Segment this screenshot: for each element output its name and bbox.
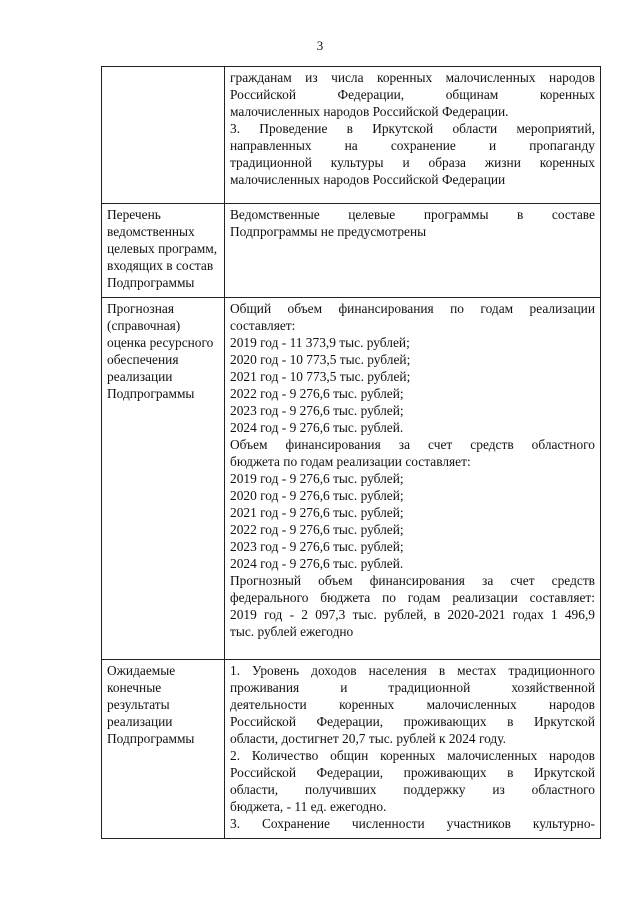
row-label-line: обеспечения xyxy=(107,352,179,367)
row-content-cell xyxy=(225,67,601,204)
row-content-line: Российской Федерации, общинам коренных xyxy=(230,87,595,102)
row-content-line: тыс. рублей ежегодно xyxy=(230,624,354,639)
row-label-line: Перечень xyxy=(107,207,161,222)
row-content-line: 3. Сохранение численности участников культурно- xyxy=(230,816,595,831)
row-content-line: составляет: xyxy=(230,318,296,333)
row-label-cell xyxy=(102,660,225,839)
row-label-cell xyxy=(102,298,225,660)
row-label-line: входящих в состав xyxy=(107,258,214,273)
row-label-cell xyxy=(102,67,225,204)
table-row-resource-estimate xyxy=(102,298,601,660)
row-content-line: 2019 год - 9 276,6 тыс. рублей; xyxy=(230,471,404,486)
row-content-line: бюджета, - 11 ед. ежегодно. xyxy=(230,799,387,814)
row-content-line: деятельности коренных малочисленных народов xyxy=(230,697,595,712)
row-content-line: традиционной культуры и образа жизни коренных xyxy=(230,155,595,170)
row-content-line: 2022 год - 9 276,6 тыс. рублей; xyxy=(230,522,404,537)
row-content-line: 2021 год - 10 773,5 тыс. рублей; xyxy=(230,369,411,384)
table-row-support-continuation xyxy=(102,67,601,204)
row-content-line: 2024 год - 9 276,6 тыс. рублей. xyxy=(230,556,404,571)
page-number: 3 xyxy=(316,38,324,53)
table-row-expected-results xyxy=(102,660,601,839)
row-content-line: 2022 год - 9 276,6 тыс. рублей; xyxy=(230,386,404,401)
row-content-line: Подпрограммы не предусмотрены xyxy=(230,224,427,239)
row-content-line: области, получивших поддержку из областного xyxy=(230,782,595,797)
row-content-line: Российской Федерации, проживающих в Иркутской xyxy=(230,714,595,729)
row-label-line: реализации xyxy=(107,714,173,729)
row-content-line: 2024 год - 9 276,6 тыс. рублей. xyxy=(230,420,404,435)
row-label-line: оценка ресурсного xyxy=(107,335,214,350)
row-label-line: Прогнозная xyxy=(107,301,174,316)
row-content-line: малочисленных народов Российской Федерации. xyxy=(230,104,509,119)
row-label-line: конечные xyxy=(107,680,162,695)
row-content-line: 2. Количество общин коренных малочисленных народов xyxy=(230,748,595,763)
row-content-cell xyxy=(225,204,601,298)
row-content-line: Прогнозный объем финансирования за счет средств xyxy=(230,573,595,588)
row-content-line: области, достигнет 20,7 тыс. рублей к 2024 году. xyxy=(230,731,506,746)
row-content-line: 2023 год - 9 276,6 тыс. рублей; xyxy=(230,403,404,418)
row-label-line: ведомственных xyxy=(107,224,195,239)
row-content-cell xyxy=(225,298,601,660)
subprogram-passport-table xyxy=(101,66,601,839)
row-content-line: 2019 год - 2 097,3 тыс. рублей, в 2020-2021 годах 1 496,9 xyxy=(230,607,595,622)
table-row-departmental-programs xyxy=(102,204,601,298)
row-label-line: целевых программ, xyxy=(107,241,218,256)
row-label-line: Подпрограммы xyxy=(107,386,195,401)
row-content-line: 2019 год - 11 373,9 тыс. рублей; xyxy=(230,335,410,350)
row-label-cell xyxy=(102,204,225,298)
row-content-cell xyxy=(225,660,601,839)
row-label-line: результаты xyxy=(107,697,170,712)
row-content-line: 2023 год - 9 276,6 тыс. рублей; xyxy=(230,539,404,554)
row-content-line: 3. Проведение в Иркутской области мероприятий, xyxy=(230,121,595,136)
row-content-line: 2021 год - 9 276,6 тыс. рублей; xyxy=(230,505,404,520)
row-label-line: реализации xyxy=(107,369,173,384)
row-content-line: 1. Уровень доходов населения в местах традиционного xyxy=(230,663,595,678)
row-content-line: 2020 год - 9 276,6 тыс. рублей; xyxy=(230,488,404,503)
row-content-line: федерального бюджета по годам реализации составляет: xyxy=(230,590,595,605)
row-content-line: бюджета по годам реализации составляет: xyxy=(230,454,471,469)
row-content-line: проживания и традиционной хозяйственной xyxy=(230,680,595,695)
row-content-line: Ведомственные целевые программы в составе xyxy=(230,207,595,222)
row-label-line: Ожидаемые xyxy=(107,663,176,678)
row-content-line: направленных на сохранение и пропаганду xyxy=(230,138,595,153)
row-content-line: Российской Федерации, проживающих в Иркутской xyxy=(230,765,595,780)
row-label-line: (справочная) xyxy=(107,318,181,333)
row-label-line: Подпрограммы xyxy=(107,275,195,290)
row-content-line: малочисленных народов Российской Федерации xyxy=(230,172,506,187)
row-content-line: гражданам из числа коренных малочисленных народов xyxy=(230,70,595,85)
row-content-line: Общий объем финансирования по годам реализации xyxy=(230,301,595,316)
row-label-line: Подпрограммы xyxy=(107,731,195,746)
row-content-line: 2020 год - 10 773,5 тыс. рублей; xyxy=(230,352,411,367)
row-content-line: Объем финансирования за счет средств областного xyxy=(230,437,595,452)
